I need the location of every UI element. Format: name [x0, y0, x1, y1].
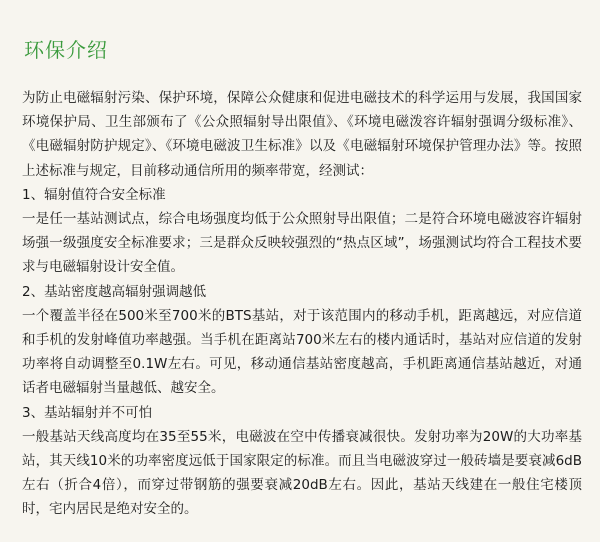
section-3-heading: 3、基站辐射并不可怕	[22, 404, 153, 421]
section-3-body: 一般基站天线高度均在35至55米，电磁波在空中传播衰减很快。发射功率为20W的大功率基站，其天线10米的功率密度远低于国家限定的标准。而且当电磁波穿过一般砖墙是要衰减6dB左右（折合4倍），而穿过带钢筋的强要衰减20dB左右。因此，基站天线建在一般住宅楼顶时，宅内居民是绝对安全的。	[22, 428, 582, 518]
section-2-heading: 2、基站密度越高辐射强调越低	[22, 283, 207, 300]
section-2-body: 一个覆盖半径在500米至700米的BTS基站，对于该范围内的移动手机，距离越远，对应信道和手机的发射峰值功率越强。当手机在距离站700米左右的楼内通话时，基站对应信道的发射功率将自动调整至0.1W左右。可见，移动通信基站密度越高，手机距离通信基站越近，对通话者电磁辐射当量越低、越安全。	[22, 307, 582, 397]
page-title: 环保介绍	[24, 38, 108, 62]
section-1-body: 一是任一基站测试点，综合电场强度均低于公众照射导出限值；二是符合环境电磁波容许辐射场强一级强度安全标准要求；三是群众反映较强烈的“热点区域”，场强测试均符合工程技术要求与电磁辐射设计安全值。	[22, 211, 582, 276]
document-body	[22, 86, 582, 522]
intro-paragraph: 为防止电磁辐射污染、保护环境，保障公众健康和促进电磁技术的科学运用与发展，我国国家环境保护局、卫生部颁布了《公众照辐射导出限值》、《环境电磁泼容许辐射强调分级标准》、《电磁辐射防护规定》、《环境电磁波卫生标准》以及《电磁辐射环境保护管理办法》等。按照上述标准与规定，目前移动通信所用的频率带宽，经测试：	[22, 90, 582, 179]
section-1-heading: 1、辐射值符合安全标准	[22, 186, 166, 203]
